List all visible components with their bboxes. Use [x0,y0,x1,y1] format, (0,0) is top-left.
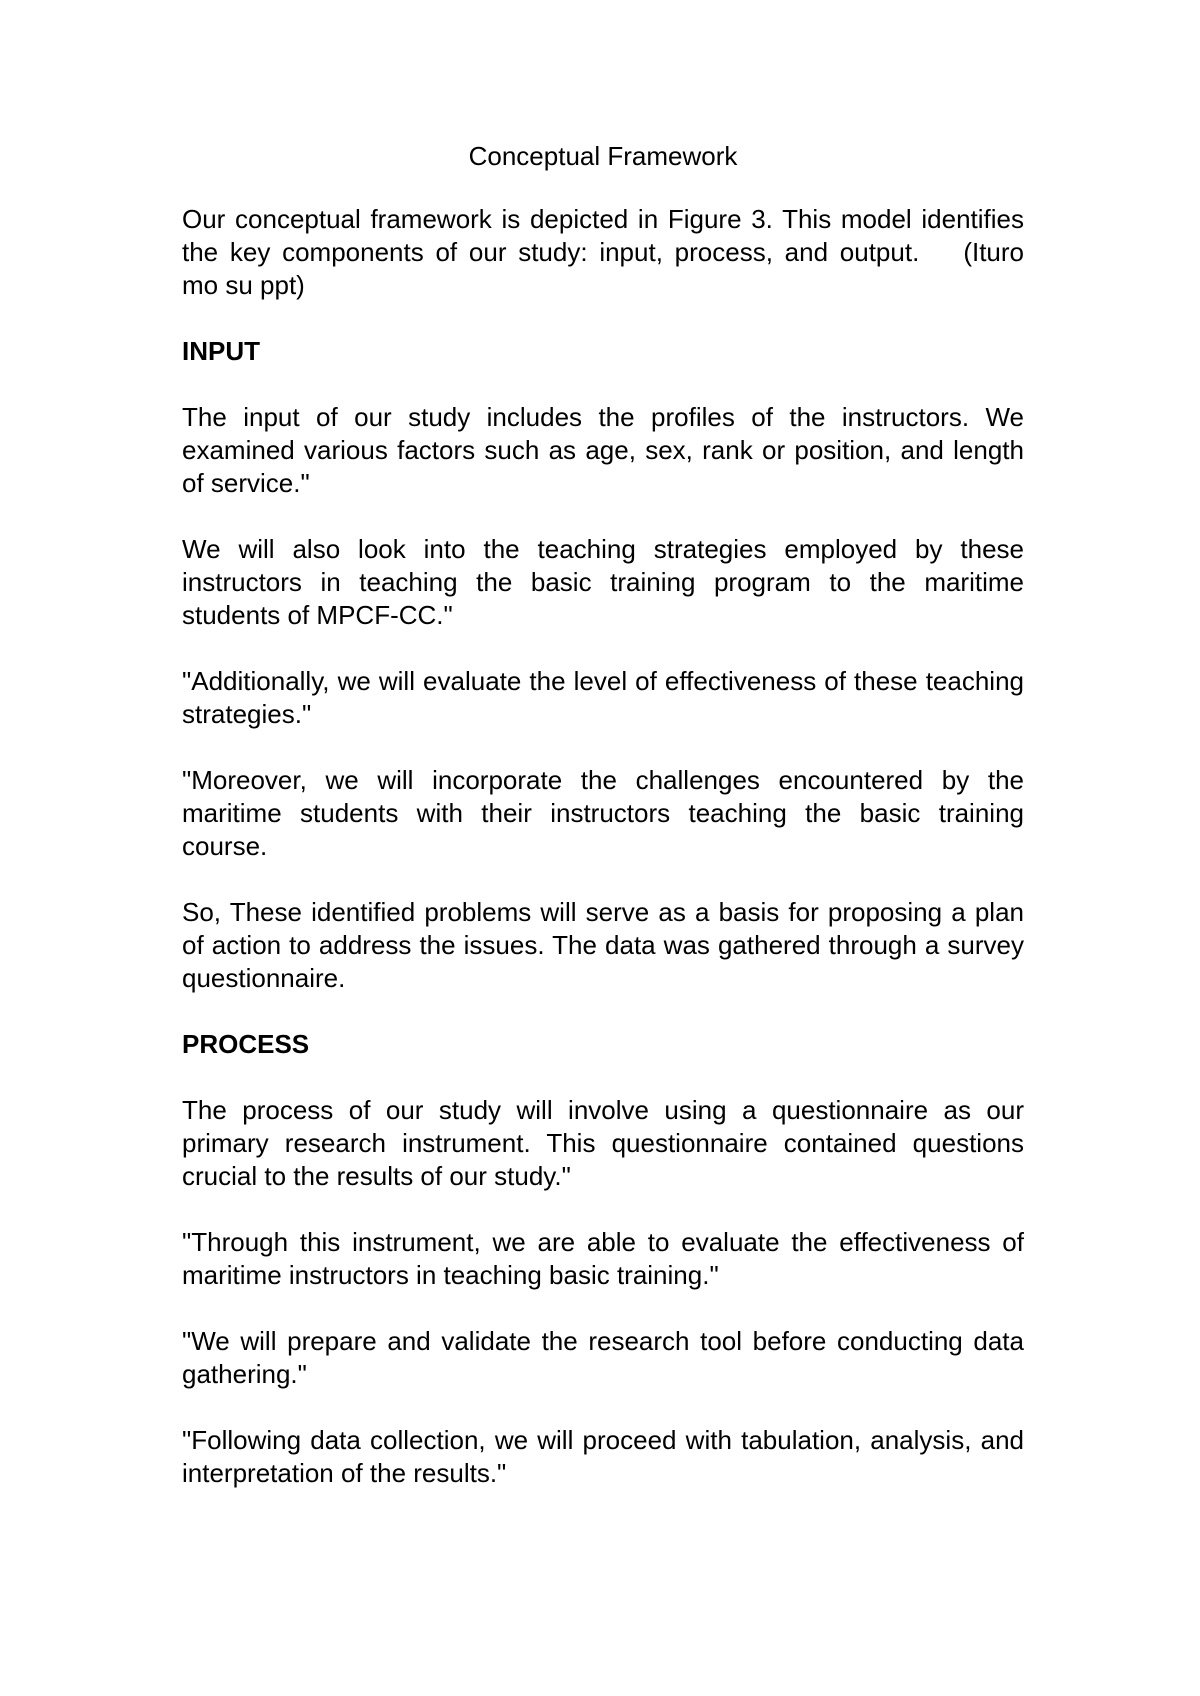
input-paragraph-3: "Additionally, we will evaluate the level of effectiveness of these teaching strategies." [182,666,1024,729]
document-body [182,140,1024,1523]
input-paragraph-2: We will also look into the teaching strategies employed by these instructors in teaching the basic training program to the maritime students of MPCF-CC." [182,534,1024,630]
intro-note: (Ituro mo su ppt) [182,237,1024,300]
intro-paragraph [182,203,1024,302]
intro-text: Our conceptual framework is depicted in Figure 3. This model identifies the key components of our study: input, process, and output. [182,204,1024,267]
process-paragraph-3: "We will prepare and validate the research tool before conducting data gathering." [182,1326,1024,1389]
input-paragraph-1: The input of our study includes the profiles of the instructors. We examined various factors such as age, sex, rank or position, and length of service." [182,402,1024,498]
input-paragraph-5: So, These identified problems will serve as a basis for proposing a plan of action to address the issues. The data was gathered through a survey questionnaire. [182,897,1024,993]
process-paragraph-4: "Following data collection, we will proceed with tabulation, analysis, and interpretation of the results." [182,1425,1024,1488]
page-title: Conceptual Framework [468,141,738,171]
process-heading: PROCESS [182,1029,310,1059]
input-paragraph-4: "Moreover, we will incorporate the challenges encountered by the maritime students with their instructors teaching the basic training course. [182,765,1024,861]
process-paragraph-1: The process of our study will involve using a questionnaire as our primary research instrument. This questionnaire contained questions crucial to the results of our study." [182,1095,1024,1191]
process-paragraph-2: "Through this instrument, we are able to evaluate the effectiveness of maritime instructors in teaching basic training." [182,1227,1024,1290]
input-heading: INPUT [182,336,260,366]
